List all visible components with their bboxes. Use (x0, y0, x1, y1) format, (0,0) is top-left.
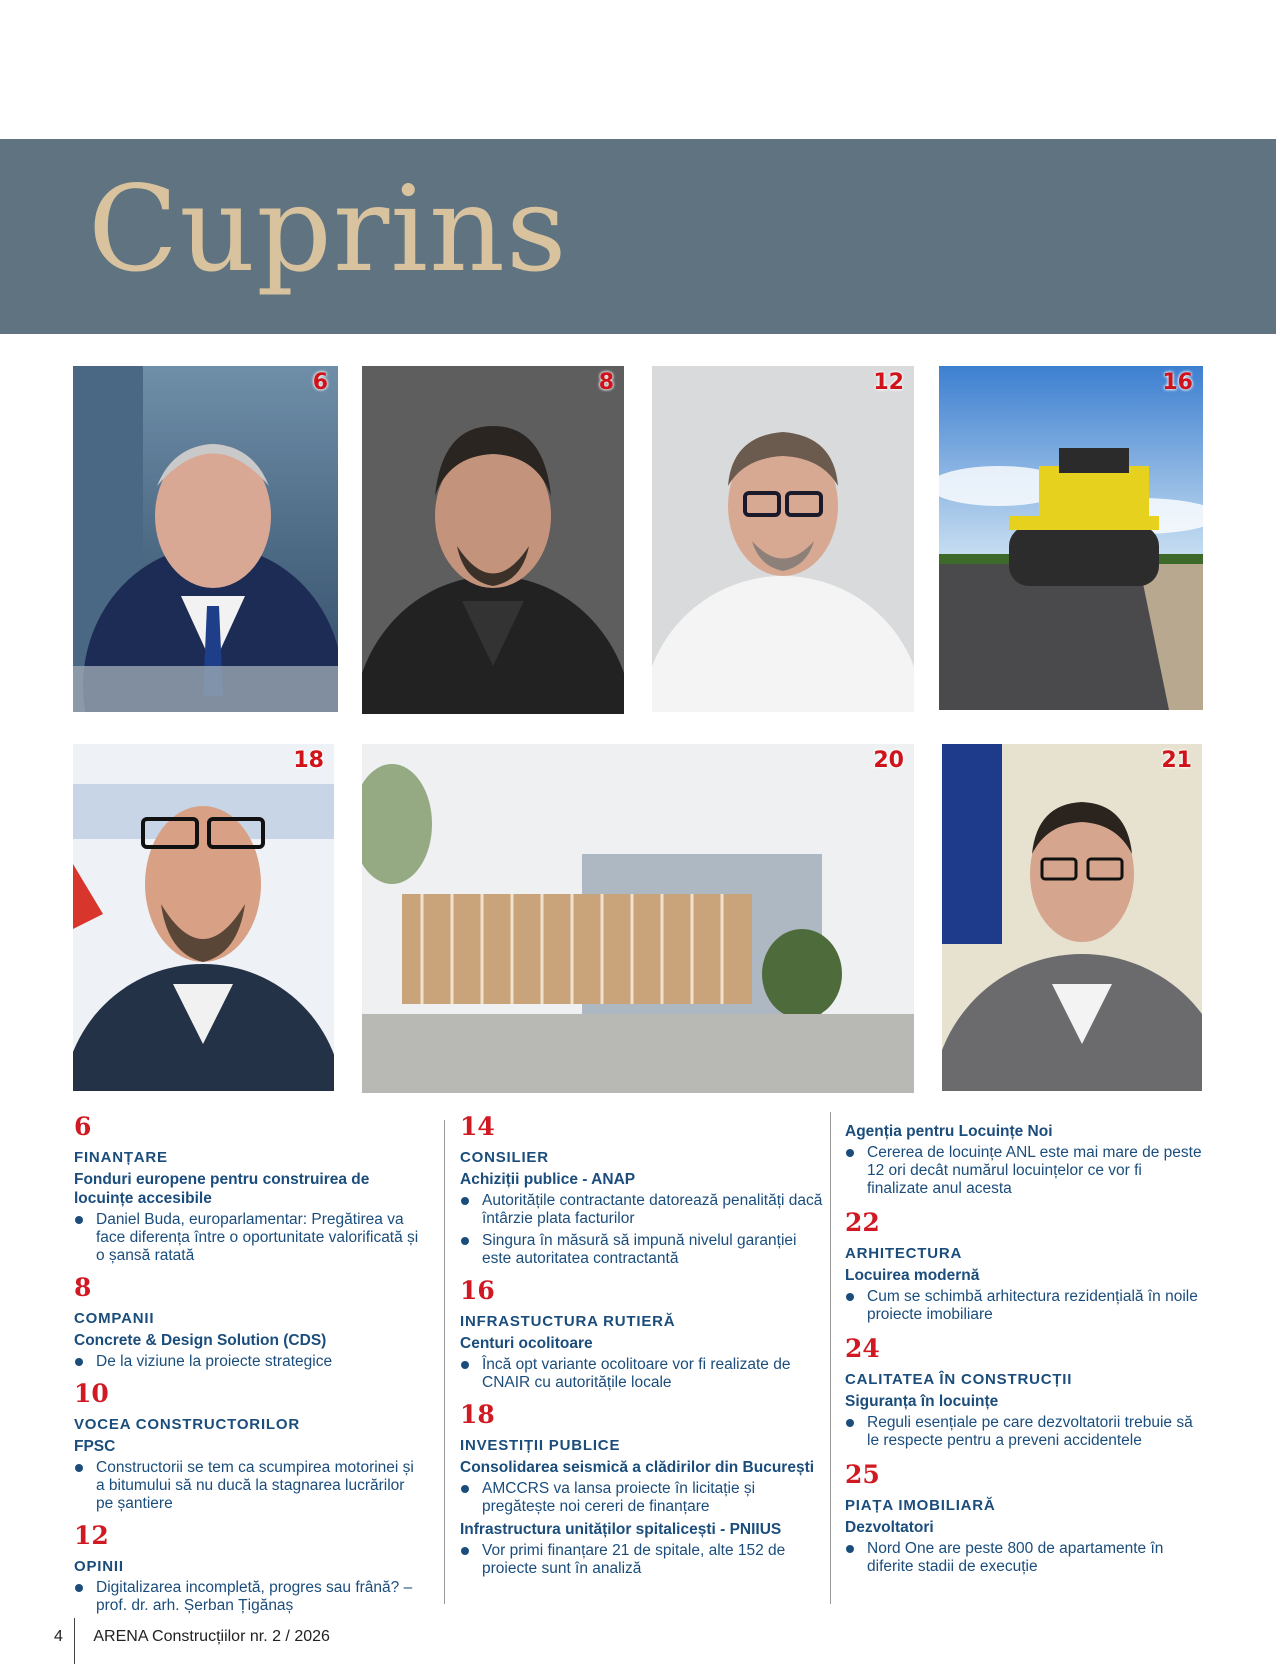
portrait-image (362, 366, 624, 714)
section-bullet: Vor primi finanțare 21 de spitale, alte 152 de proiecte sunt în analiză (460, 1542, 825, 1578)
title-banner (0, 139, 1276, 334)
bullet-icon (846, 1149, 854, 1157)
footer-divider (74, 1618, 75, 1664)
section-subtitle: Siguranța în locuințe (845, 1393, 999, 1410)
toc-column-1 (74, 1112, 424, 1619)
building-rendering-image (362, 744, 914, 1093)
section-subtitle: Fonduri europene pentru construirea de locuințe accesibile (74, 1171, 370, 1207)
section-page-number: 24 (845, 1334, 880, 1363)
section-category: ARHITECTURA (845, 1245, 963, 1262)
footer-page-number: 4 (54, 1628, 63, 1645)
toc-section-10[interactable] (74, 1379, 424, 1513)
page-number-badge: 6 (312, 370, 328, 395)
bullet-icon (846, 1545, 854, 1553)
photo-article-21[interactable] (942, 744, 1202, 1091)
bullet-icon (461, 1237, 469, 1245)
bullet-icon (75, 1584, 83, 1592)
page-number-badge: 18 (293, 748, 324, 773)
toc-section-25[interactable] (845, 1460, 1205, 1576)
section-bullet: Autoritățile contractante datorează penalități dacă întârzie plata facturilor (460, 1192, 825, 1228)
section-category: CONSILIER (460, 1149, 549, 1166)
bullet-icon (846, 1293, 854, 1301)
section-page-number: 25 (845, 1460, 880, 1489)
page-footer (54, 1628, 330, 1646)
section-category: FINANȚARE (74, 1149, 168, 1166)
photo-article-6[interactable] (73, 366, 338, 712)
photo-article-16[interactable] (939, 366, 1203, 710)
portrait-image (73, 366, 338, 712)
section-bullet: Singura în măsură să impună nivelul garanției este autoritatea contractantă (460, 1232, 825, 1268)
bullet-icon (75, 1358, 83, 1366)
photo-article-12[interactable] (652, 366, 914, 712)
section-bullet: Încă opt variante ocolitoare vor fi realizate de CNAIR cu autoritățile locale (460, 1356, 825, 1392)
section-page-number: 10 (74, 1379, 109, 1408)
section-subtitle: Dezvoltatori (845, 1519, 934, 1536)
section-bullet: Reguli esențiale pe care dezvoltatorii trebuie să le respecte pentru a preveni accidentele (845, 1414, 1205, 1450)
page-number-badge: 20 (873, 748, 904, 773)
bullet-icon (75, 1464, 83, 1472)
page-number-badge: 21 (1161, 748, 1192, 773)
portrait-image (942, 744, 1202, 1091)
bullet-icon (461, 1197, 469, 1205)
bullet-icon (846, 1419, 854, 1427)
section-page-number: 22 (845, 1208, 880, 1237)
bullet-icon (461, 1485, 469, 1493)
section-subtitle: Consolidarea seismică a clădirilor din București (460, 1459, 815, 1476)
section-bullet: Cum se schimbă arhitectura rezidențială în noile proiecte imobiliare (845, 1288, 1205, 1324)
column-divider (444, 1120, 445, 1604)
section-page-number: 12 (74, 1521, 109, 1550)
road-roller-image (939, 366, 1203, 710)
bullet-icon (461, 1361, 469, 1369)
toc-section-14[interactable] (460, 1112, 825, 1268)
section-category: CALITATEA ÎN CONSTRUCȚII (845, 1371, 1073, 1388)
page-number-badge: 8 (598, 370, 614, 395)
page-number-badge: 12 (873, 370, 904, 395)
bullet-icon (75, 1216, 83, 1224)
section-subtitle: Centuri ocolitoare (460, 1335, 593, 1352)
section-subtitle: Achiziții publice - ANAP (460, 1171, 636, 1188)
section-subtitle-2: Infrastructura unităților spitalicești - PNIIUS (460, 1521, 782, 1538)
section-page-number: 16 (460, 1276, 495, 1305)
bullet-icon (461, 1547, 469, 1555)
photo-article-20[interactable] (362, 744, 914, 1093)
section-page-number: 14 (460, 1112, 495, 1141)
section-category: COMPANII (74, 1310, 155, 1327)
section-subtitle: Locuirea modernă (845, 1267, 980, 1284)
photo-article-18[interactable] (73, 744, 334, 1091)
section-bullet: Daniel Buda, europarlamentar: Pregătirea va face diferența între o oportunitate valorificată și o șansă ratată (74, 1211, 424, 1265)
section-bullet: Digitalizarea incompletă, progres sau frână? – prof. dr. arh. Șerban Țigănaș (74, 1579, 424, 1615)
toc-column-3 (845, 1120, 1205, 1580)
section-subtitle: Concrete & Design Solution (CDS) (74, 1332, 327, 1349)
portrait-image (652, 366, 914, 712)
column-divider (830, 1112, 831, 1604)
page-title: Cuprins (88, 160, 568, 298)
section-category: INVESTIȚII PUBLICE (460, 1437, 621, 1454)
section-bullet: Nord One are peste 800 de apartamente în diferite stadii de execuție (845, 1540, 1205, 1576)
portrait-image (73, 744, 334, 1091)
toc-section-18[interactable] (460, 1400, 825, 1578)
photo-article-8[interactable] (362, 366, 624, 714)
section-bullet: Cererea de locuințe ANL este mai mare de peste 12 ori decât numărul locuințelor ce vor fi finalizate anul acesta (845, 1144, 1205, 1198)
section-subtitle: Agenția pentru Locuințe Noi (845, 1123, 1053, 1140)
footer-publication: ARENA Construcțiilor nr. 2 / 2026 (93, 1628, 330, 1645)
toc-section-6[interactable] (74, 1112, 424, 1265)
section-category: OPINII (74, 1558, 124, 1575)
section-subtitle: FPSC (74, 1438, 116, 1455)
toc-column-2 (460, 1112, 825, 1582)
toc-section-anl[interactable] (845, 1122, 1205, 1198)
section-page-number: 8 (74, 1273, 92, 1302)
section-bullet: Constructorii se tem ca scumpirea motorinei și a bitumului să nu ducă la stagnarea lucrărilor pe șantiere (74, 1459, 424, 1513)
section-category: PIAȚA IMOBILIARĂ (845, 1497, 996, 1514)
toc-section-24[interactable] (845, 1334, 1205, 1450)
section-page-number: 18 (460, 1400, 495, 1429)
section-bullet: AMCCRS va lansa proiecte în licitație și pregătește noi cereri de finanțare (460, 1480, 825, 1516)
section-category: VOCEA CONSTRUCTORILOR (74, 1416, 300, 1433)
page-number-badge: 16 (1162, 370, 1193, 395)
section-page-number: 6 (74, 1112, 92, 1141)
toc-section-22[interactable] (845, 1208, 1205, 1324)
section-bullet: De la viziune la proiecte strategice (74, 1353, 424, 1371)
toc-section-8[interactable] (74, 1273, 424, 1371)
toc-section-16[interactable] (460, 1276, 825, 1392)
toc-section-12[interactable] (74, 1521, 424, 1615)
section-category: INFRASTUCTURA RUTIERĂ (460, 1313, 676, 1330)
